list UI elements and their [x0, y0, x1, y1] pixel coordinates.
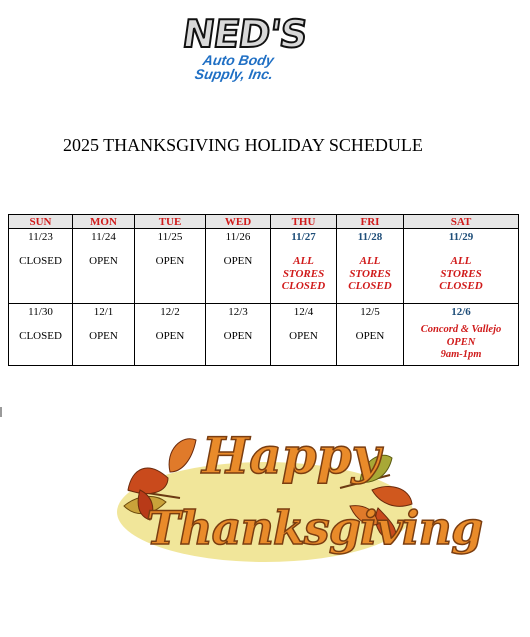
happy-text: Happy — [202, 426, 381, 485]
day-cell-closed — [337, 229, 404, 304]
cell-status: OPEN — [89, 255, 118, 267]
header-sat: SAT — [404, 215, 519, 229]
header-fri: FRI — [337, 215, 404, 229]
closed-line: STORES — [282, 267, 325, 280]
header-row — [9, 215, 519, 229]
day-cell — [206, 229, 271, 304]
cell-status — [337, 255, 403, 293]
cell-status — [271, 255, 336, 293]
cell-date: 12/2 — [160, 306, 180, 318]
cell-date: 11/24 — [91, 231, 116, 243]
header-mon: MON — [73, 215, 135, 229]
special-line: 9am-1pm — [440, 349, 482, 360]
cell-date: 11/26 — [225, 231, 251, 243]
special-line: Concord & Vallejo — [420, 324, 502, 335]
cell-date: 11/27 — [291, 231, 316, 243]
cell-status: OPEN — [355, 330, 385, 342]
cell-date: 11/28 — [357, 231, 383, 243]
neds-logo — [179, 12, 318, 84]
cell-date: 11/25 — [157, 231, 183, 243]
cell-status: OPEN — [89, 330, 118, 342]
header-tue: TUE — [135, 215, 206, 229]
closed-line: STORES — [440, 267, 482, 280]
table-row — [9, 304, 519, 366]
day-cell — [206, 304, 271, 366]
day-cell — [135, 229, 206, 304]
day-cell — [9, 229, 73, 304]
cell-status — [404, 255, 518, 293]
day-cell — [337, 304, 404, 366]
thanksgiving-text: Thanksgiving — [146, 501, 483, 555]
margin-mark — [0, 407, 2, 417]
header-sun: SUN — [9, 215, 73, 229]
day-cell — [73, 229, 135, 304]
holiday-schedule-table — [8, 214, 519, 366]
cell-date: 11/23 — [28, 231, 53, 243]
day-cell-closed — [271, 229, 337, 304]
day-cell-special — [404, 304, 519, 366]
logo-tagline-2: Supply, Inc. — [193, 66, 275, 82]
closed-line: STORES — [349, 267, 391, 280]
cell-status: CLOSED — [19, 255, 62, 267]
cell-status: OPEN — [289, 330, 318, 342]
table-row — [9, 229, 519, 304]
header-thu: THU — [271, 215, 337, 229]
page-title: 2025 THANKSGIVING HOLIDAY SCHEDULE — [63, 135, 423, 155]
cell-date: 12/4 — [293, 306, 314, 318]
day-cell-closed — [404, 229, 519, 304]
cell-status: CLOSED — [19, 330, 62, 342]
cell-status: OPEN — [155, 330, 185, 342]
cell-status — [404, 324, 518, 362]
closed-line: CLOSED — [281, 280, 326, 292]
cell-date: 11/30 — [28, 306, 53, 318]
cell-date: 11/29 — [448, 231, 474, 243]
header-wed: WED — [206, 215, 271, 229]
day-cell — [73, 304, 135, 366]
closed-line: CLOSED — [348, 280, 392, 292]
closed-line: ALL — [293, 255, 314, 267]
cell-status: OPEN — [223, 255, 253, 267]
cell-status: OPEN — [223, 330, 253, 342]
closed-line: CLOSED — [439, 280, 483, 292]
cell-date: 12/3 — [228, 306, 248, 318]
day-cell — [135, 304, 206, 366]
logo-tagline-1: Auto Body — [201, 52, 276, 68]
closed-line: ALL — [359, 255, 381, 267]
closed-line: ALL — [450, 255, 472, 267]
special-line: OPEN — [446, 336, 476, 348]
day-cell — [271, 304, 337, 366]
cell-status: OPEN — [155, 255, 185, 267]
cell-date: 12/1 — [93, 306, 114, 318]
day-cell — [9, 304, 73, 366]
cell-date: 12/5 — [360, 306, 380, 318]
happy-thanksgiving-graphic — [110, 420, 483, 590]
logo-wordmark: NED'S — [179, 12, 310, 56]
cell-date: 12/6 — [451, 306, 471, 318]
